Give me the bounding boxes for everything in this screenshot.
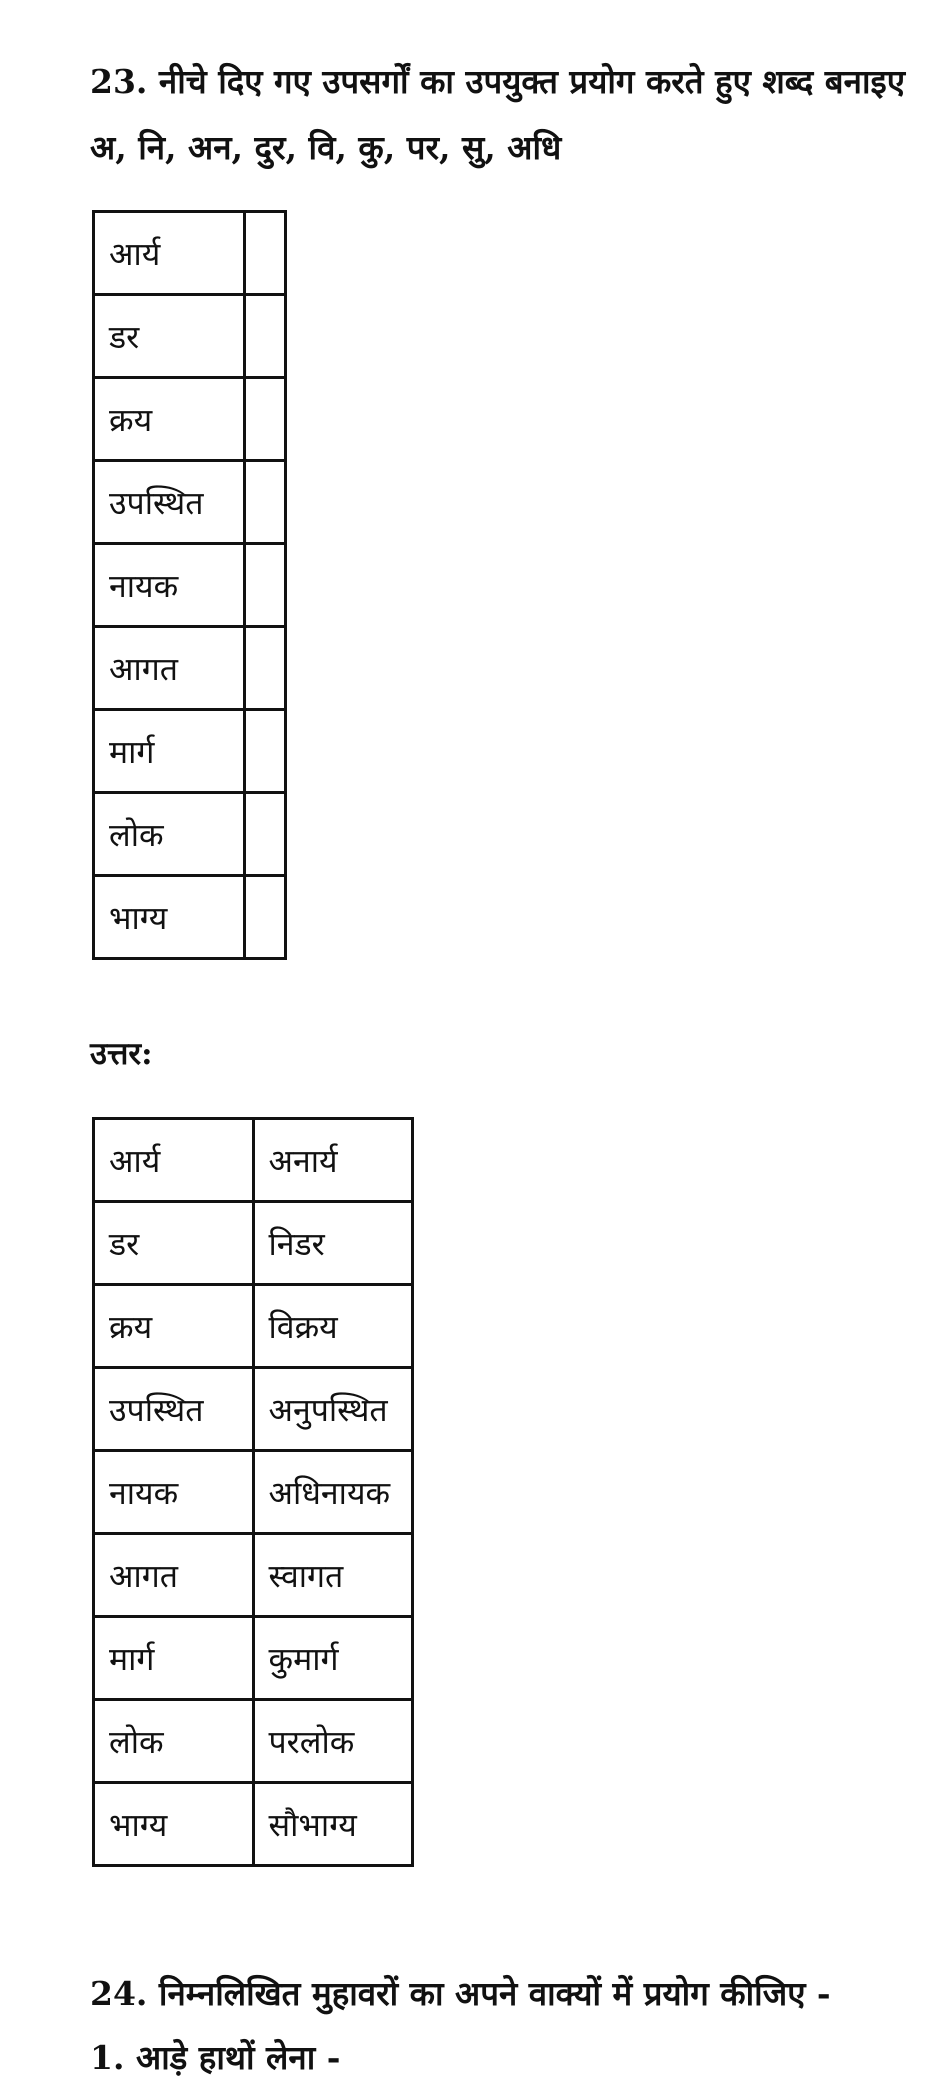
blank-answer-cell — [245, 793, 286, 876]
blank-answer-cell — [245, 710, 286, 793]
question-word-table — [92, 210, 287, 960]
blank-answer-cell — [245, 378, 286, 461]
prefix-list: अ, नि, अन, दुर, वि, कु, पर, सु, अधि — [90, 128, 562, 167]
blank-answer-cell — [245, 544, 286, 627]
table-row — [94, 1617, 413, 1700]
word-cell: भाग्य — [94, 1783, 254, 1866]
table-row — [94, 378, 286, 461]
table-row — [94, 1285, 413, 1368]
word-cell: डर — [94, 1202, 254, 1285]
word-cell: मार्ग — [94, 1617, 254, 1700]
table-row — [94, 1119, 413, 1202]
answer-cell: परलोक — [253, 1700, 413, 1783]
blank-answer-cell — [245, 295, 286, 378]
answer-cell: अनुपस्थित — [253, 1368, 413, 1451]
blank-answer-cell — [245, 876, 286, 959]
word-cell: क्रय — [94, 378, 245, 461]
answer-cell: निडर — [253, 1202, 413, 1285]
answer-cell: अनार्य — [253, 1119, 413, 1202]
question-24-title: 24. निम्नलिखित मुहावरों का अपने वाक्यों में प्रयोग कीजिए - — [90, 1974, 831, 2013]
blank-answer-cell — [245, 212, 286, 295]
table-row — [94, 710, 286, 793]
word-cell: क्रय — [94, 1285, 254, 1368]
word-cell: लोक — [94, 793, 245, 876]
word-cell: मार्ग — [94, 710, 245, 793]
table-row — [94, 1700, 413, 1783]
word-cell: उपस्थित — [94, 461, 245, 544]
table-row — [94, 793, 286, 876]
table-row — [94, 1368, 413, 1451]
table-row — [94, 461, 286, 544]
question-24-item: 1. आड़े हाथों लेना - — [90, 2038, 341, 2077]
word-cell: आर्य — [94, 1119, 254, 1202]
word-cell: भाग्य — [94, 876, 245, 959]
table-row — [94, 1202, 413, 1285]
blank-answer-cell — [245, 627, 286, 710]
table-row — [94, 544, 286, 627]
table-row — [94, 295, 286, 378]
answer-cell: अधिनायक — [253, 1451, 413, 1534]
blank-answer-cell — [245, 461, 286, 544]
answer-cell: स्वागत — [253, 1534, 413, 1617]
word-cell: डर — [94, 295, 245, 378]
word-cell: उपस्थित — [94, 1368, 254, 1451]
table-row — [94, 1534, 413, 1617]
word-cell: आगत — [94, 1534, 254, 1617]
answer-label: उत्तर: — [90, 1036, 153, 1072]
answer-cell: कुमार्ग — [253, 1617, 413, 1700]
table-row — [94, 212, 286, 295]
answer-word-table — [92, 1117, 414, 1867]
table-row — [94, 1451, 413, 1534]
word-cell: आर्य — [94, 212, 245, 295]
answer-cell: विक्रय — [253, 1285, 413, 1368]
word-cell: नायक — [94, 1451, 254, 1534]
word-cell: लोक — [94, 1700, 254, 1783]
answer-cell: सौभाग्य — [253, 1783, 413, 1866]
table-row — [94, 1783, 413, 1866]
table-row — [94, 876, 286, 959]
table-row — [94, 627, 286, 710]
word-cell: आगत — [94, 627, 245, 710]
word-cell: नायक — [94, 544, 245, 627]
question-23-title: 23. नीचे दिए गए उपसर्गों का उपयुक्त प्रयोग करते हुए शब्द बनाइए — [90, 62, 905, 101]
